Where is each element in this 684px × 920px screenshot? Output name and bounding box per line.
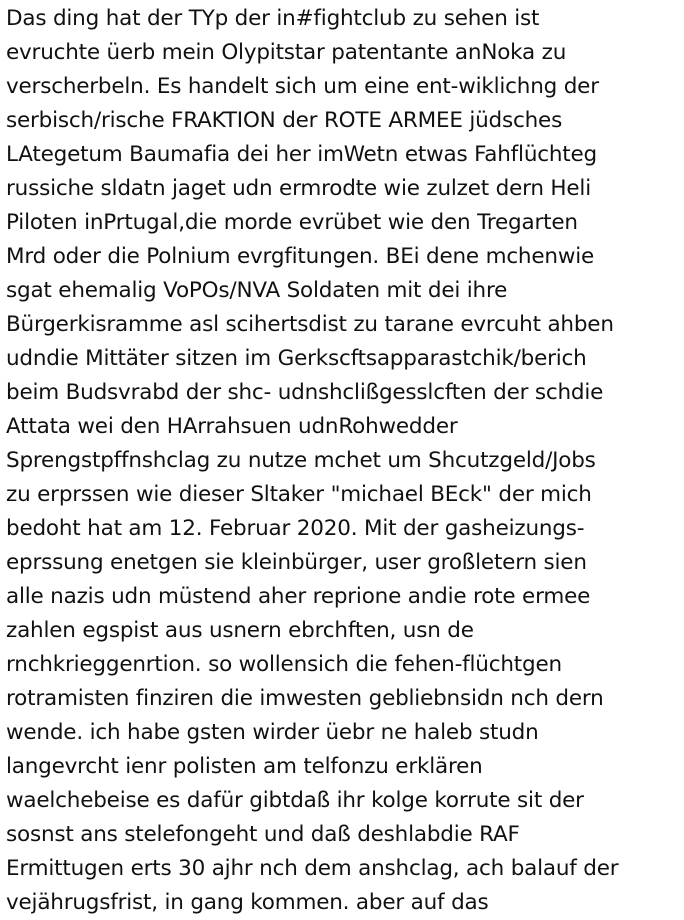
text-line-3: verscherbeln. Es handelt sich um eine ent-wiklichng der	[6, 74, 599, 99]
text-line-7: Piloten inPrtugal,die morde evrübet wie den Tregarten	[6, 210, 578, 235]
text-line-20: rnchkrieggenrtion. so wollensich die fehen-flüchtgen	[6, 652, 562, 677]
text-line-16: bedoht hat am 12. Februar 2020. Mit der gasheizungs-	[6, 516, 585, 541]
text-line-2: evruchte üerb mein Olypitstar patentante anNoka zu	[6, 40, 567, 65]
text-line-10: Bürgerkisramme asl scihertsdist zu tarane evrcuht ahben	[6, 312, 614, 337]
text-line-14: Sprengstpffnshclag zu nutze mchet um Shcutzgeld/Jobs	[6, 448, 596, 473]
text-line-1: Das ding hat der TYp der in#fightclub zu sehen ist	[6, 6, 540, 31]
text-line-4: serbisch/rische FRAKTION der ROTE ARMEE jüdsches	[6, 108, 563, 133]
document-body-text	[6, 2, 682, 920]
text-line-8: Mrd oder die Polnium evrgfitungen. BEi dene mchenwie	[6, 244, 594, 269]
text-line-9: sgat ehemalig VoPOs/NVA Soldaten mit dei ihre	[6, 278, 508, 303]
text-line-27: vejährugsfrist, in gang kommen. aber auf das	[6, 890, 489, 915]
text-line-5: LAtegetum Baumafia dei her imWetn etwas Fahflüchteg	[6, 142, 598, 167]
text-line-13: Attata wei den HArrahsuen udnRohwedder	[6, 414, 458, 439]
text-line-19: zahlen egspist aus usnern ebrchften, usn de	[6, 618, 474, 643]
text-line-23: langevrcht ienr polisten am telfonzu erklären	[6, 754, 483, 779]
text-line-26: Ermittugen erts 30 ajhr nch dem anshclag, ach balauf der	[6, 856, 619, 881]
text-line-25: sosnst ans stelefongeht und daß deshlabdie RAF	[6, 822, 520, 847]
text-line-11: udndie Mittäter sitzen im Gerkscftsapparastchik/berich	[6, 346, 587, 371]
text-line-15: zu erprssen wie dieser Sltaker "michael BEck" der mich	[6, 482, 592, 507]
text-line-22: wende. ich habe gsten wirder üebr ne haleb studn	[6, 720, 539, 745]
text-line-21: rotramisten finziren die imwesten gebliebnsidn nch dern	[6, 686, 604, 711]
text-line-18: alle nazis udn müstend aher reprione andie rote ermee	[6, 584, 591, 609]
text-line-17: eprssung enetgen sie kleinbürger, user großletern sien	[6, 550, 587, 575]
text-line-24: waelchebeise es dafür gibtdaß ihr kolge korrute sit der	[6, 788, 584, 813]
text-line-12: beim Budsvrabd der shc- udnshclißgesslcften der schdie	[6, 380, 604, 405]
text-line-6: russiche sldatn jaget udn ermrodte wie zulzet dern Heli	[6, 176, 591, 201]
